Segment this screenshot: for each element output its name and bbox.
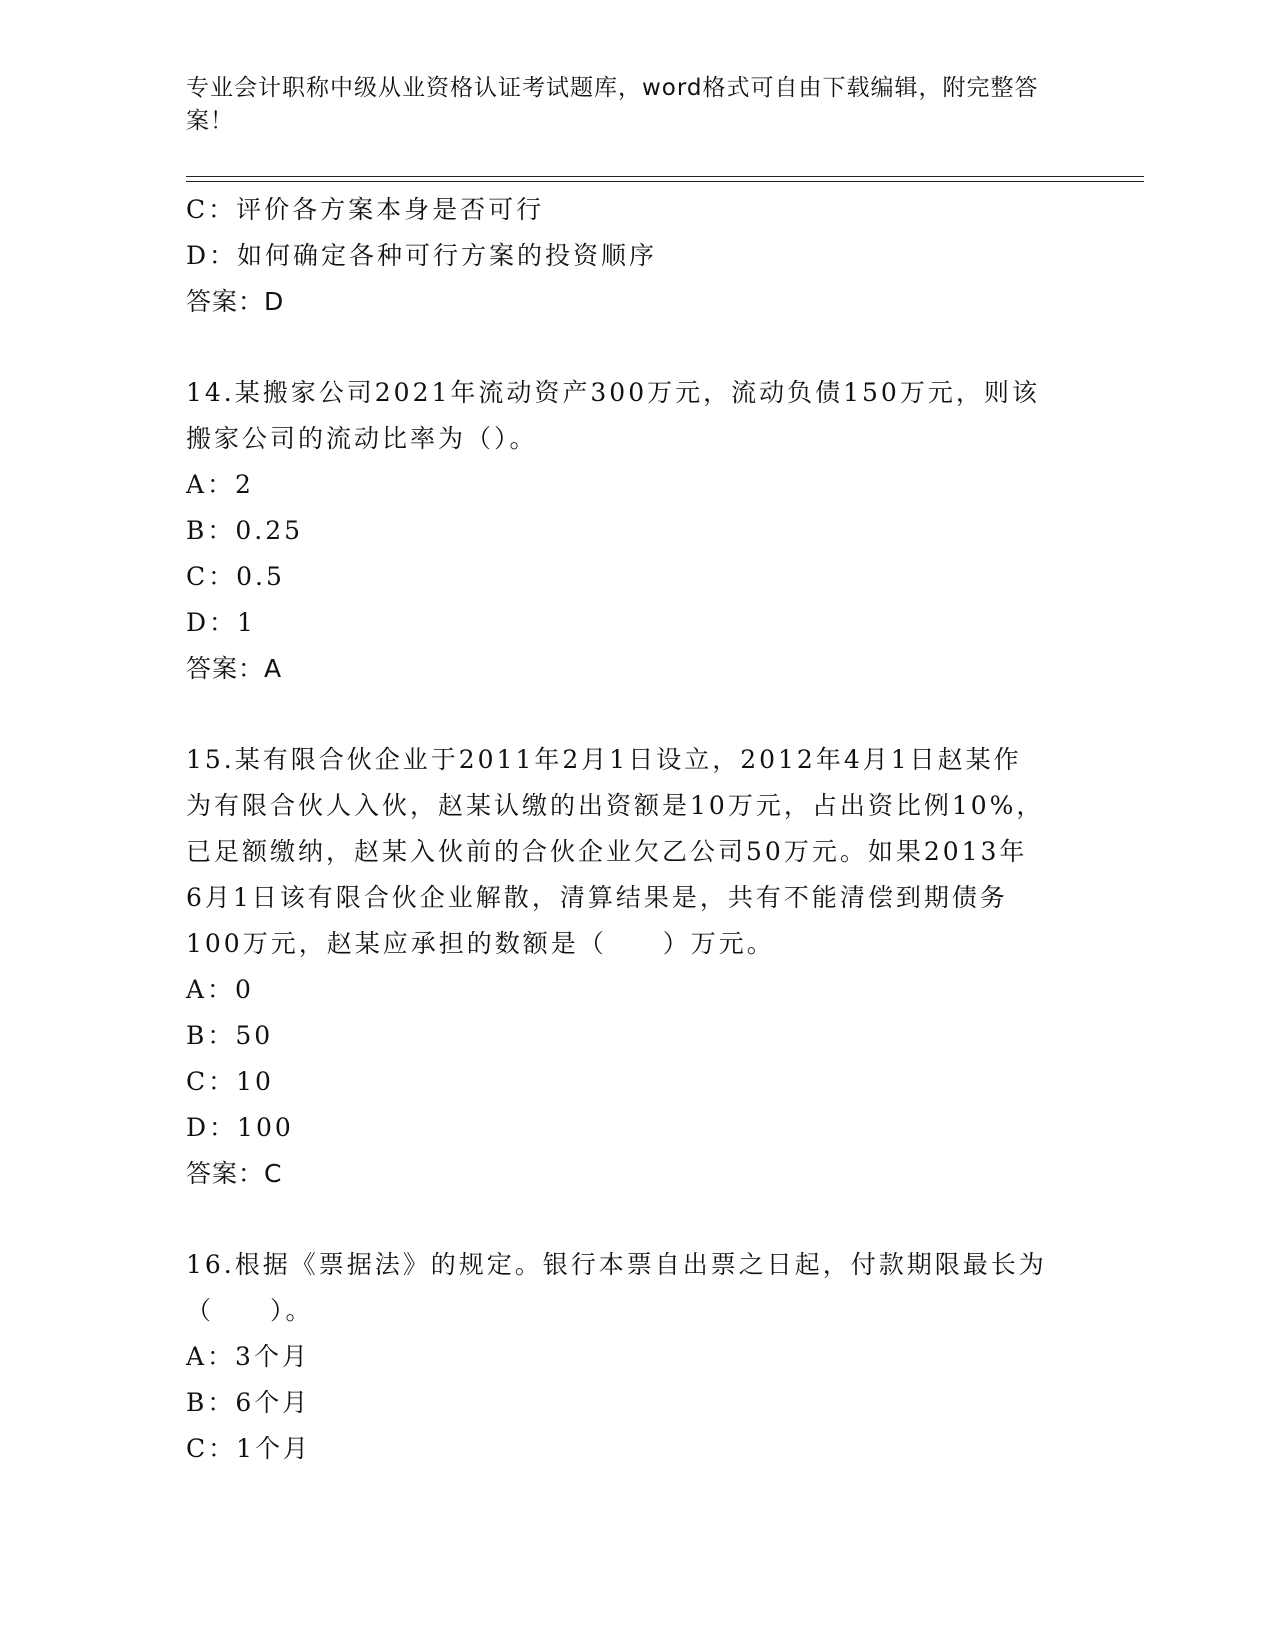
spacer: [186, 1197, 1076, 1242]
question-stem-line: 已足额缴纳，赵某入伙前的合伙企业欠乙公司50万元。如果2013年: [186, 837, 1028, 866]
question-stem-line: 16.根据《票据法》的规定。银行本票自出票之日起，付款期限最长为: [186, 1250, 1047, 1279]
question-stem-line: （ ）。: [186, 1296, 314, 1325]
option-line: A：3个月: [186, 1342, 310, 1371]
option-line: C：0.5: [186, 562, 285, 591]
option-line: B：6个月: [186, 1388, 311, 1417]
option-line: A：0: [186, 975, 254, 1004]
spacer: [186, 325, 1076, 370]
question-block-16: [186, 1242, 1076, 1472]
header-rule-top: [186, 176, 1144, 177]
option-line: C：1个月: [186, 1434, 312, 1463]
document-body: [186, 187, 1076, 1472]
header-rule-bottom: [186, 181, 1144, 182]
option-line: D：1: [186, 608, 256, 637]
question-stem-line: 15.某有限合伙企业于2011年2月1日设立，2012年4月1日赵某作: [186, 745, 1022, 774]
question-block-15: [186, 737, 1076, 1197]
question-stem-line: 6月1日该有限合伙企业解散，清算结果是，共有不能清偿到期债务: [186, 883, 1008, 912]
question-block-13: [186, 187, 1076, 325]
option-line: B：50: [186, 1021, 274, 1050]
option-line: B：0.25: [186, 516, 304, 545]
spacer: [186, 692, 1076, 737]
answer-line: 答案：D: [186, 287, 285, 316]
question-stem-line: 100万元，赵某应承担的数额是（ ）万元。: [186, 929, 775, 958]
question-stem-line: 14.某搬家公司2021年流动资产300万元，流动负债150万元，则该: [186, 378, 1040, 407]
question-stem-line: 搬家公司的流动比率为（）。: [186, 424, 538, 453]
answer-line: 答案：A: [186, 654, 283, 683]
question-block-14: [186, 370, 1076, 692]
option-line: D：100: [186, 1113, 294, 1142]
question-stem-line: 为有限合伙人入伙，赵某认缴的出资额是10万元，占出资比例10%，: [186, 791, 1045, 820]
option-line: D：如何确定各种可行方案的投资顺序: [186, 241, 658, 270]
option-line: C：评价各方案本身是否可行: [186, 195, 545, 224]
option-line: C：10: [186, 1067, 274, 1096]
document-header: 专业会计职称中级从业资格认证考试题库，word格式可自由下载编辑，附完整答案！: [186, 75, 1039, 134]
answer-line: 答案：C: [186, 1159, 283, 1188]
option-line: A：2: [186, 470, 254, 499]
